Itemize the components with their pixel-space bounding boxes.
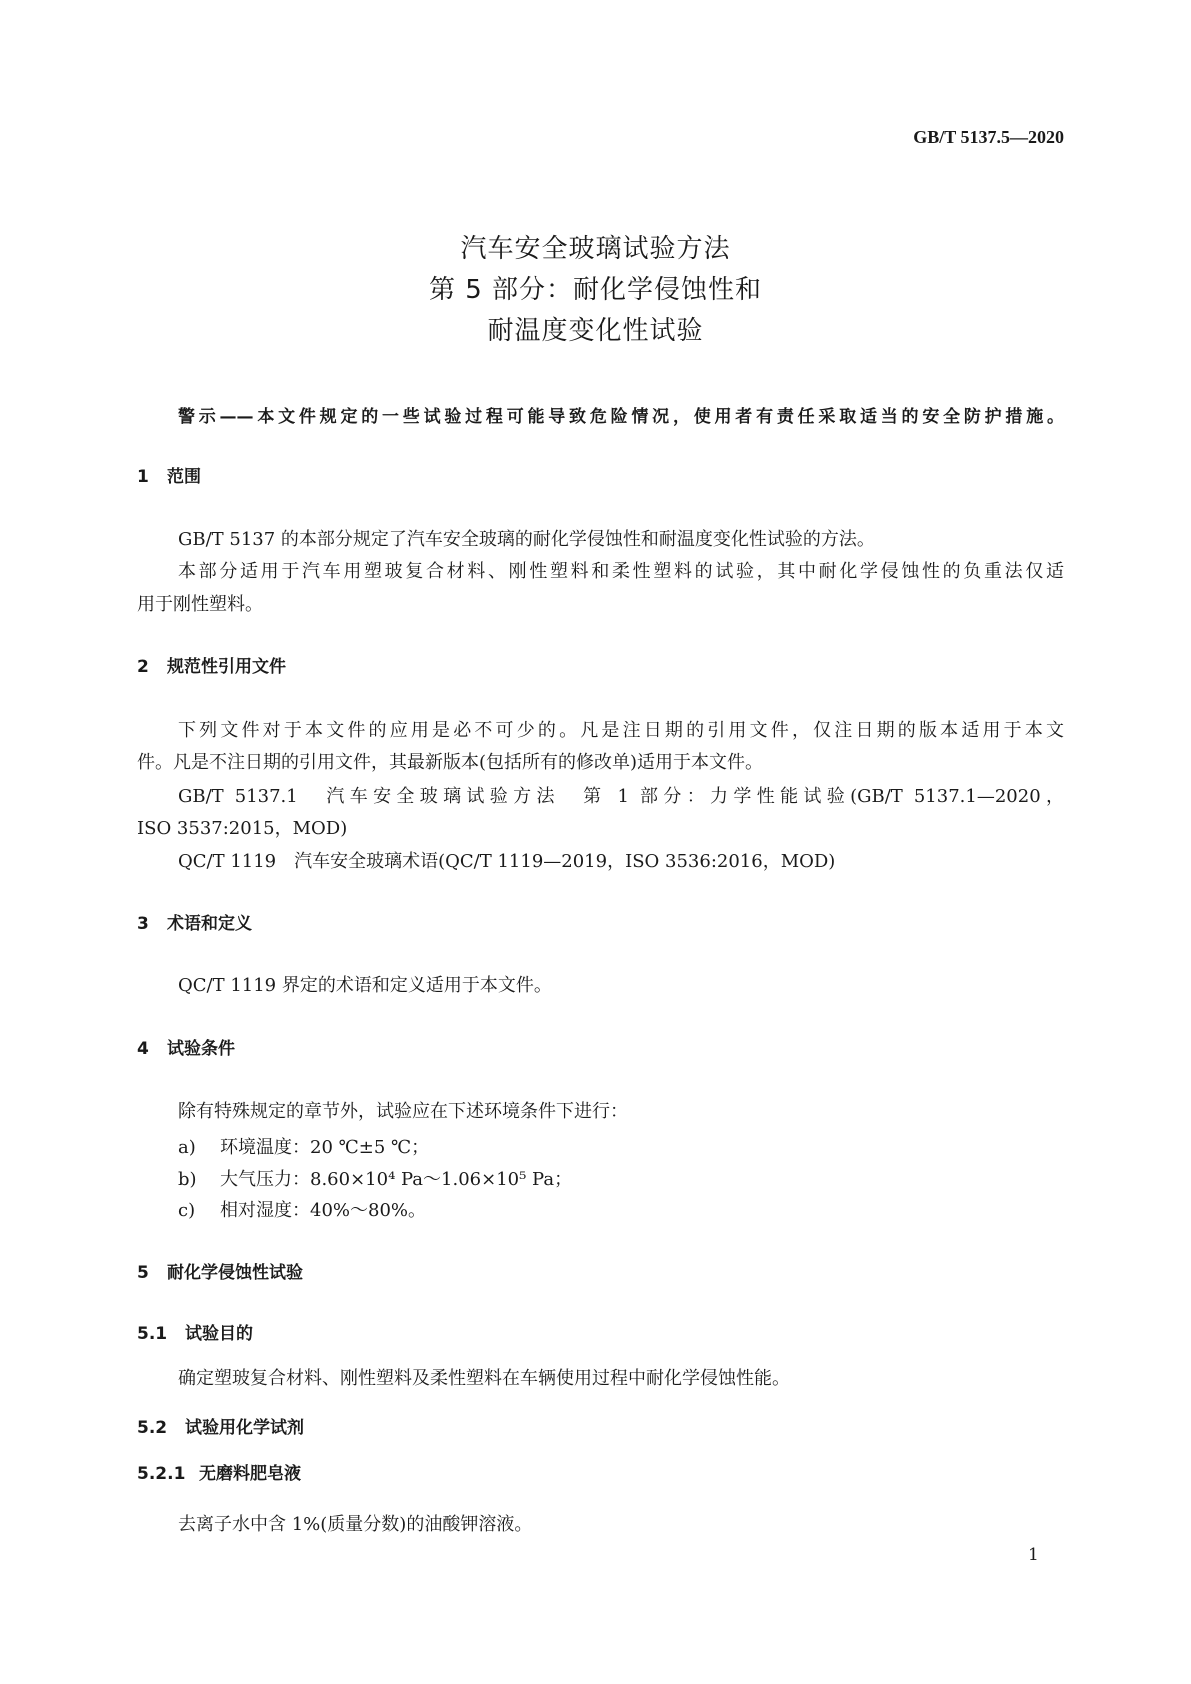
paragraph-line: QC/T 1119 界定的术语和定义适用于本文件。	[178, 975, 552, 996]
section-5-1-heading: 5.1 试验目的	[137, 1324, 253, 1344]
warning-notice: 警示——本文件规定的一些试验过程可能导致危险情况，使用者有责任采取适当的安全防护措施。	[178, 407, 1064, 427]
reference-gbt-5137-1: GB/T 5137.1 汽车安全玻璃试验方法 第 1 部分：力学性能试验(GB/T 5137.1—2020，	[178, 786, 1064, 807]
list-item: b) 大气压力：8.60×10⁴ Pa～1.06×10⁵ Pa；	[178, 1169, 573, 1190]
page-number: 1	[1028, 1545, 1039, 1565]
paragraph-line: 用于刚性塑料。	[137, 594, 263, 615]
document-title-line-1: 汽车安全玻璃试验方法	[460, 234, 731, 264]
paragraph-line: 去离子水中含 1%(质量分数)的油酸钾溶液。	[178, 1514, 533, 1535]
paragraph-line: 下列文件对于本文件的应用是必不可少的。凡是注日期的引用文件，仅注日期的版本适用于本文	[178, 720, 1064, 741]
paragraph-line: GB/T 5137 的本部分规定了汽车安全玻璃的耐化学侵蚀性和耐温度变化性试验的方法。	[178, 529, 875, 550]
document-title-line-2: 第 5 部分：耐化学侵蚀性和	[428, 275, 763, 305]
paragraph-line: 件。凡是不注日期的引用文件，其最新版本(包括所有的修改单)适用于本文件。	[137, 752, 764, 773]
paragraph-line: 除有特殊规定的章节外，试验应在下述环境条件下进行：	[178, 1101, 628, 1122]
section-4-heading: 4 试验条件	[137, 1039, 235, 1059]
document-title-line-3: 耐温度变化性试验	[487, 316, 704, 346]
paragraph-line: 本部分适用于汽车用塑玻复合材料、刚性塑料和柔性塑料的试验，其中耐化学侵蚀性的负重法仅适	[178, 561, 1064, 582]
section-5-heading: 5 耐化学侵蚀性试验	[137, 1263, 303, 1283]
section-5-2-heading: 5.2 试验用化学试剂	[137, 1418, 304, 1438]
section-1-heading: 1 范围	[137, 467, 201, 487]
paragraph-line: 确定塑玻复合材料、刚性塑料及柔性塑料在车辆使用过程中耐化学侵蚀性能。	[178, 1368, 790, 1389]
standard-number: GB/T 5137.5—2020	[913, 127, 1064, 147]
reference-qct-1119: QC/T 1119 汽车安全玻璃术语(QC/T 1119—2019，ISO 3536:2016，MOD)	[178, 851, 836, 872]
paragraph-line: ISO 3537:2015，MOD)	[137, 818, 348, 839]
list-item: c) 相对湿度：40%～80%。	[178, 1200, 427, 1221]
section-5-2-1-heading: 5.2.1 无磨料肥皂液	[137, 1464, 301, 1484]
section-2-heading: 2 规范性引用文件	[137, 657, 286, 677]
section-3-heading: 3 术语和定义	[137, 914, 252, 934]
list-item: a) 环境温度：20 ℃±5 ℃；	[178, 1137, 430, 1158]
